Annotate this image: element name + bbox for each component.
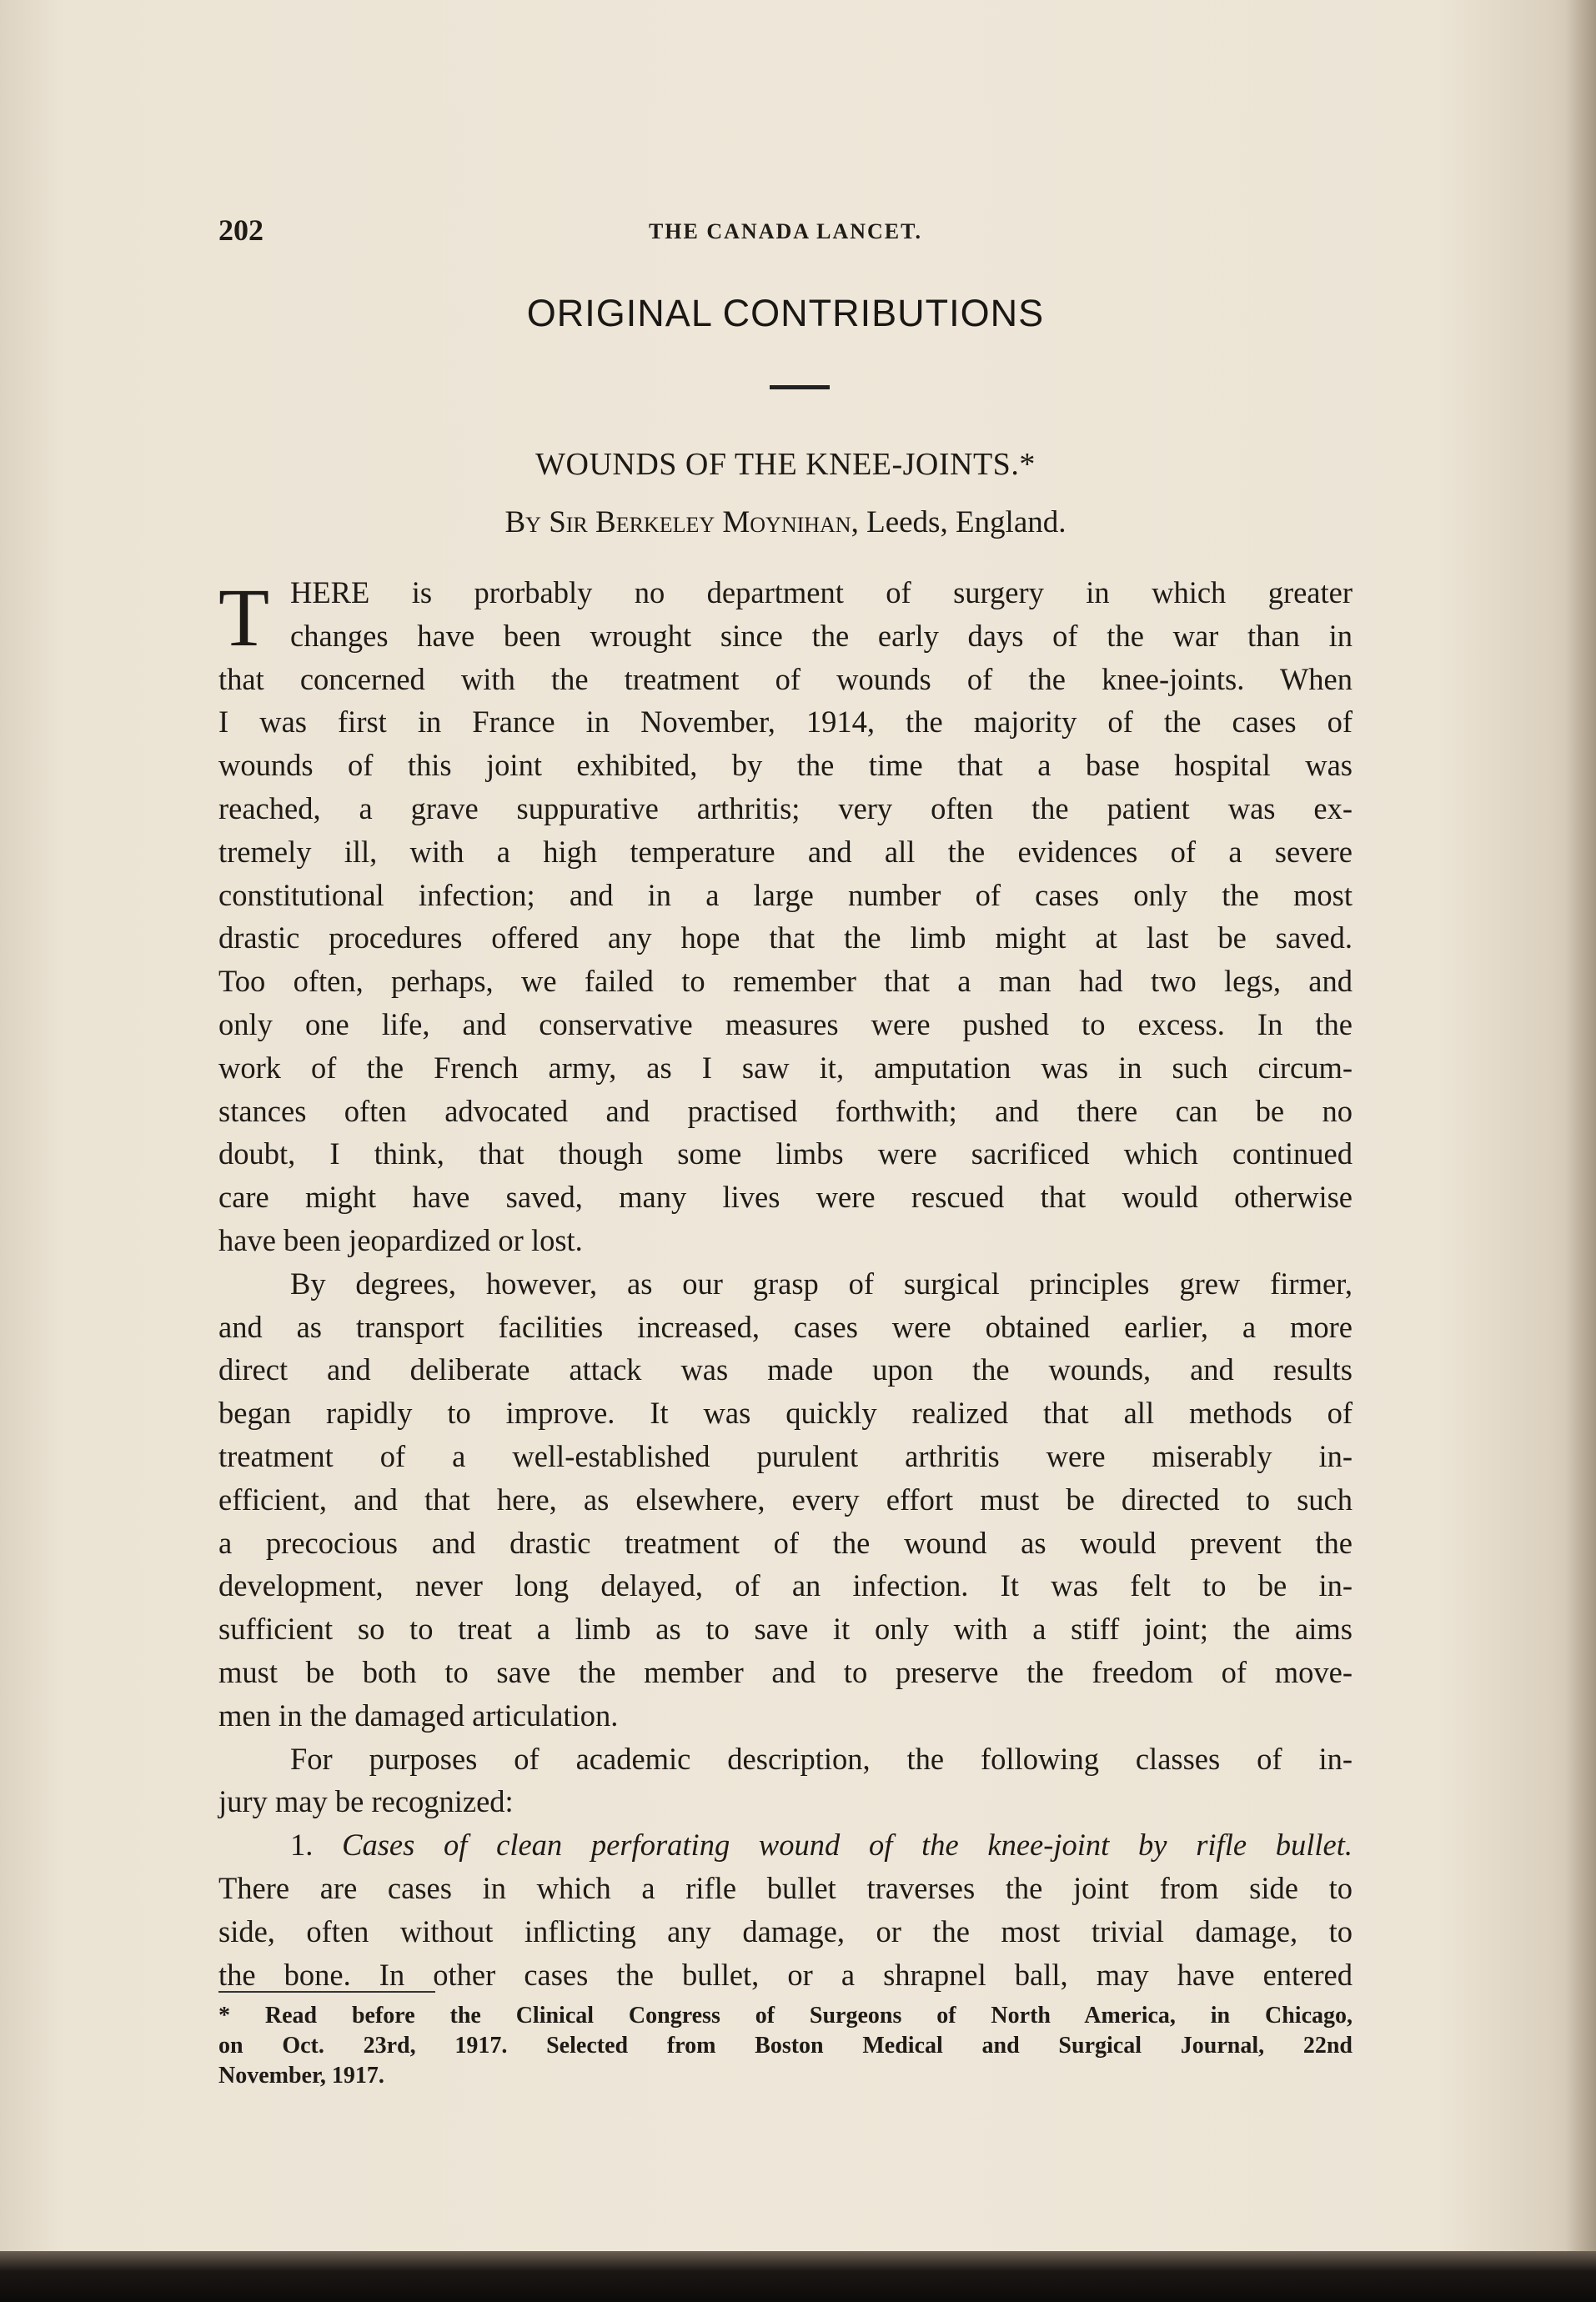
- text-line: began rapidly to improve. It was quickly realized that all methods of: [218, 1396, 1353, 1431]
- text-line: reached, a grave suppurative arthritis; very often the patient was ex-: [218, 790, 1353, 825]
- text-line: jury may be recognized:: [218, 1784, 514, 1819]
- footnote-rule: [218, 1991, 435, 1993]
- text-line: tremely ill, with a high temperature and all the evidences of a severe: [218, 834, 1353, 869]
- journal-name: THE CANADA LANCET.: [648, 219, 923, 243]
- byline-author: By Sir Berkeley Moynihan,: [504, 505, 859, 539]
- text-line: stances often advocated and practised forthwith; and there can be no: [218, 1093, 1353, 1128]
- text-line: a precocious and drastic treatment of the wound as would prevent the: [218, 1525, 1353, 1560]
- text-line: By degrees, however, as our grasp of surgical principles grew firmer,: [290, 1266, 1353, 1301]
- list-number: 1.: [290, 1828, 314, 1863]
- footnote-line: * Read before the Clinical Congress of Surgeons of North America, in Chicago,: [218, 2003, 1353, 2029]
- byline-place: Leeds, England.: [866, 505, 1067, 539]
- text-line: There are cases in which a rifle bullet traverses the joint from side to: [218, 1870, 1353, 1905]
- text-line: For purposes of academic description, the following classes of in-: [290, 1741, 1353, 1776]
- text-line: only one life, and conservative measures were pushed to excess. In the: [218, 1006, 1353, 1041]
- paragraph-1: [218, 571, 1353, 1262]
- text-line: wounds of this joint exhibited, by the time that a base hospital was: [218, 748, 1353, 783]
- text-line: that concerned with the treatment of wounds of the knee-joints. When: [218, 661, 1353, 696]
- text-line: direct and deliberate attack was made upon the wounds, and results: [218, 1352, 1353, 1387]
- text-line: have been jeopardized or lost.: [218, 1222, 583, 1257]
- paragraph-4: [218, 1823, 1353, 1996]
- article-body: [218, 571, 1353, 1996]
- text-line: doubt, I think, that though some limbs were sacrificed which continued: [218, 1136, 1353, 1171]
- article-title: WOUNDS OF THE KNEE-JOINTS.*: [535, 447, 1036, 482]
- footnote-line: on Oct. 23rd, 1917. Selected from Boston Medical and Surgical Journal, 22nd: [218, 2033, 1353, 2059]
- text-line: constitutional infection; and in a large number of cases only the most: [218, 877, 1353, 912]
- text-line: treatment of a well-established purulent arthritis were miserably in-: [218, 1438, 1353, 1473]
- page-number: 202: [218, 213, 263, 247]
- text-line: I was first in France in November, 1914, the majority of the cases of: [218, 705, 1353, 740]
- drop-cap: T: [218, 571, 270, 664]
- text-line: side, often without inflicting any damage, or the most trivial damage, to: [218, 1913, 1353, 1948]
- text-line: and as transport facilities increased, cases were obtained earlier, a more: [218, 1309, 1353, 1344]
- byline: [218, 504, 1353, 540]
- class-heading: Cases of clean perforating wound of the knee-joint by rifle bullet.: [342, 1828, 1353, 1863]
- footnote-line: November, 1917.: [218, 2063, 384, 2089]
- text-line: drastic procedures offered any hope that the limb might at last be saved.: [218, 920, 1353, 955]
- text-line: the bone. In other cases the bullet, or a shrapnel ball, may have entered: [218, 1957, 1353, 1992]
- text-line: must be both to save the member and to preserve the freedom of move-: [218, 1654, 1353, 1689]
- text-line: development, never long delayed, of an infection. It was felt to be in-: [218, 1568, 1353, 1603]
- text-line: T HERE is prorbably no department of surgery in which greater: [218, 571, 1353, 664]
- heading-rule: [770, 385, 830, 389]
- page-gutter-shadow: [1566, 0, 1596, 2251]
- footnote: [218, 2001, 1353, 2091]
- text-line: Too often, perhaps, we failed to remember that a man had two legs, and: [218, 964, 1353, 999]
- text-line: men in the damaged articulation.: [218, 1698, 619, 1733]
- scan-bottom-edge: [0, 2251, 1596, 2302]
- text-line: work of the French army, as I saw it, amputation was in such circum-: [218, 1050, 1353, 1085]
- text-line: changes have been wrought since the early days of the war than in: [290, 618, 1353, 653]
- text-line: care might have saved, many lives were rescued that would otherwise: [218, 1180, 1353, 1215]
- section-heading: ORIGINAL CONTRIBUTIONS: [526, 292, 1045, 334]
- numbered-heading-line: [218, 1823, 1353, 1867]
- paragraph-2: [218, 1262, 1353, 1738]
- text-line: sufficient so to treat a limb as to save it only with a stiff joint; the aims: [218, 1612, 1353, 1647]
- paragraph-3: [218, 1738, 1353, 1824]
- text-line: efficient, and that here, as elsewhere, every effort must be directed to such: [218, 1482, 1353, 1517]
- running-head: [218, 213, 1353, 263]
